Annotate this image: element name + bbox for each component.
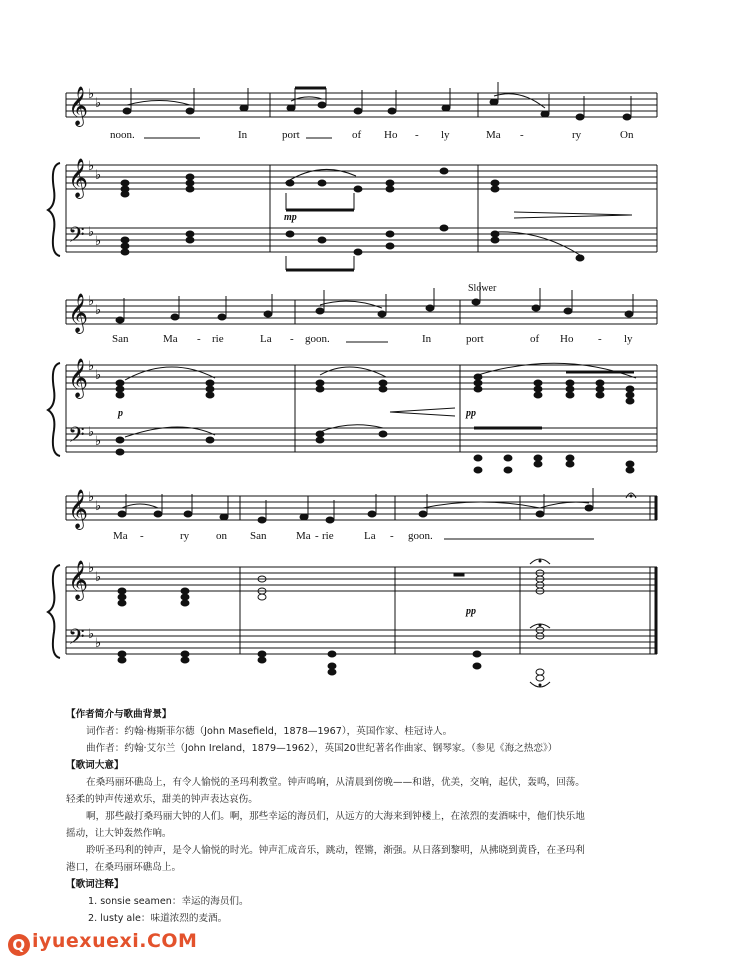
section-header-meaning: 【歌词大意】 [66,760,124,771]
svg-text:Ma: Ma [296,530,311,542]
lyrics-line-2 [112,333,633,345]
svg-text:rie: rie [322,530,334,542]
svg-text:-: - [598,333,602,345]
svg-text:♭: ♭ [88,294,95,309]
staff-piano-treble-1 [66,165,657,189]
svg-text:♭: ♭ [95,234,102,249]
notes-section [66,706,706,927]
bass-clef-icon: 𝄢 [68,223,85,253]
meaning-paragraph-2-cont: 摇动，让大钟轰然作响。 [66,828,172,839]
svg-text:In: In [238,129,248,141]
svg-text:-: - [390,530,394,542]
lyrics-line-1 [110,129,634,141]
dynamic-mp: mp [284,212,297,223]
svg-text:Ho: Ho [384,129,398,141]
brace-2 [48,363,60,456]
svg-text:goon.: goon. [408,530,433,542]
watermark-logo-icon: Q [8,934,30,956]
meaning-paragraph-1-cont: 轻柔的钟声传递欢乐，甜美的钟声表达哀伤。 [66,794,258,805]
svg-text:♭: ♭ [95,636,102,651]
bass-clef-icon: 𝄢 [68,625,85,655]
vocal-notes-3 [118,488,593,523]
treble-clef-icon: 𝄞 [68,489,89,529]
svg-text:of: of [530,333,540,345]
svg-text:In: In [422,333,432,345]
svg-text:of: of [352,129,362,141]
svg-text:♭: ♭ [88,627,95,642]
svg-text:ry: ry [180,530,190,542]
lyrics-line-3 [113,530,433,542]
svg-text:-: - [290,333,294,345]
svg-text:Ma: Ma [163,333,178,345]
site-watermark [8,930,197,956]
svg-text:♭: ♭ [95,303,102,318]
dynamic-pp: pp [466,606,476,617]
svg-text:♭: ♭ [88,87,95,102]
svg-text:-: - [520,129,524,141]
svg-text:♭: ♭ [88,490,95,505]
meaning-paragraph-1: 在桑玛丽环礁岛上，有令人愉悦的圣玛利教堂。钟声鸣响，从清晨到傍晚——和谐，优美，交响，起伏，轰鸣，回荡。 [86,777,585,788]
vocal-notes-1 [123,82,631,120]
svg-text:♭: ♭ [88,561,95,576]
staff-piano-bass-2 [66,428,657,452]
svg-text:ry: ry [572,129,582,141]
svg-text:On: On [620,129,634,141]
svg-text:Ho: Ho [560,333,574,345]
svg-text:port: port [282,129,300,141]
svg-text:♭: ♭ [88,225,95,240]
lyricist-info: 词作者：约翰·梅斯菲尔德（John Masefield，1878—1967），英国作家、桂冠诗人。 [86,726,453,737]
svg-text:Ma: Ma [486,129,501,141]
svg-text:port: port [466,333,484,345]
svg-text:♭: ♭ [95,368,102,383]
watermark-text: iyuexuexi.COM [32,930,198,952]
svg-text:♭: ♭ [88,359,95,374]
svg-text:La: La [364,530,376,542]
svg-text:on: on [216,530,227,542]
annotation-2: 2. lusty ale：味道浓烈的麦酒。 [88,913,228,924]
svg-text:♭: ♭ [95,499,102,514]
vocal-notes-2 [116,282,633,323]
treble-clef-icon: 𝄞 [68,560,89,600]
dynamic-p: p [118,408,123,419]
meaning-paragraph-3: 聆听圣玛利的钟声，是令人愉悦的时光。钟声汇成音乐，跳动，铿锵，渐强。从日落到黎明，从拂晓到黄昏，在圣玛利 [86,845,585,856]
treble-clef-icon: 𝄞 [68,358,89,398]
meaning-paragraph-3-cont: 港口，在桑玛丽环礁岛上。 [66,862,182,873]
brace-3 [48,565,60,658]
staff-piano-treble-3 [66,567,657,591]
svg-text:♭: ♭ [95,570,102,585]
svg-text:-: - [197,333,201,345]
piano-notes [116,168,634,681]
svg-text:ly: ly [441,129,450,141]
dynamic-pp: pp [466,408,476,419]
annotation-1: 1. sonsie seamen：幸运的海员们。 [88,896,249,907]
treble-clef-icon: 𝄞 [68,86,89,126]
svg-text:♭: ♭ [95,96,102,111]
svg-text:♭: ♭ [95,434,102,449]
svg-text:♭: ♭ [88,425,95,440]
svg-text:-: - [415,129,419,141]
svg-text:goon.: goon. [305,333,330,345]
svg-text:♭: ♭ [95,168,102,183]
svg-text:noon.: noon. [110,129,135,141]
svg-text:♭: ♭ [88,159,95,174]
key-signature-flat-icon [88,87,101,651]
composer-info: 曲作者：约翰·艾尔兰（John Ireland，1879—1962），英国20世纪著名作曲家、钢琴家。（参见《海之热恋》） [86,743,558,754]
svg-text:-: - [140,530,144,542]
svg-text:San: San [250,530,267,542]
svg-text:-: - [315,530,319,542]
svg-text:La: La [260,333,272,345]
svg-text:ly: ly [624,333,633,345]
staff-piano-bass-3 [66,630,657,654]
svg-text:rie: rie [212,333,224,345]
meaning-paragraph-2: 啊，那些敲打桑玛丽大钟的人们。啊，那些幸运的海员们，从远方的大海来到钟楼上，在浓烈的麦酒味中，他们快乐地 [86,811,585,822]
svg-text:Ma: Ma [113,530,128,542]
section-header-background: 【作者简介与歌曲背景】 [66,709,172,720]
section-header-annotations: 【歌词注释】 [66,879,124,890]
treble-clef-icon: 𝄞 [68,293,89,333]
bass-clef-icon: 𝄢 [68,423,85,453]
tempo-marking: Slower [468,283,497,294]
brace-1 [48,163,60,256]
treble-clef-icon: 𝄞 [68,158,89,198]
svg-text:San: San [112,333,129,345]
